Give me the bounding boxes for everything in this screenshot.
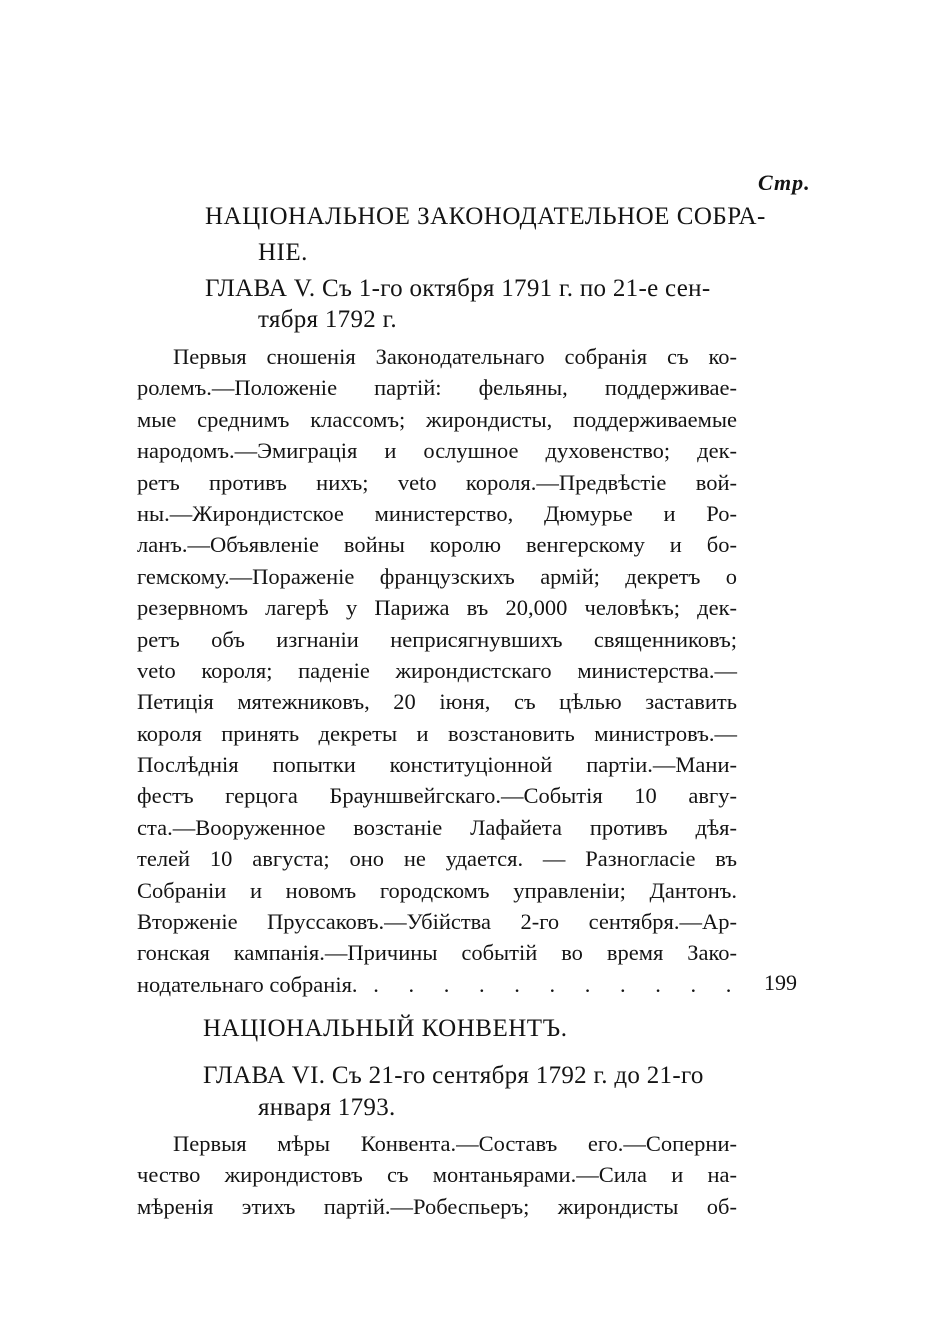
chapter-heading-v-continuation: тября 1792 г. bbox=[258, 306, 397, 333]
text-line: Первыя мѣры Конвента.—Составъ его.—Соперни- bbox=[173, 1131, 737, 1156]
text-line: резервномъ лагерѣ у Парижа въ 20,000 человѣкъ; дек- bbox=[137, 595, 737, 621]
text-line: ролемъ.—Положеніе партій: фельяны, поддерживае- bbox=[137, 375, 737, 401]
chapter-heading-vi-continuation: января 1793. bbox=[258, 1094, 396, 1121]
text-line: Петиція мятежниковъ, 20 іюня, съ цѣлью заставить bbox=[137, 689, 737, 715]
text-line: Первыя сношенія Законодательнаго собранія съ ко- bbox=[173, 344, 737, 369]
text-line: Собраніи и новомъ городскомъ управленіи; Дантонъ. bbox=[137, 877, 737, 903]
text-line: гонская кампанія.—Причины событій во время Зако- bbox=[137, 940, 737, 966]
page-column-label: Стр. bbox=[758, 170, 811, 195]
toc-entry-final-line bbox=[137, 969, 744, 1000]
text-line: ланъ.—Объявленіе войны королю венгерскому и бо- bbox=[137, 532, 737, 558]
text-line: нодательнаго собранія. bbox=[137, 971, 358, 997]
text-line: ретъ противъ нихъ; veto короля.—Предвѣстіе вой- bbox=[137, 469, 737, 495]
text-line: гемскому.—Пораженіе французскихъ армій; декретъ о bbox=[137, 563, 737, 589]
text-line: мые среднимъ классомъ; жирондисты, поддерживаемые bbox=[137, 406, 737, 432]
text-line: телей 10 августа; оно не удается. — Разногласіе въ bbox=[137, 846, 737, 872]
text-line: чество жирондистовъ съ монтаньярами.—Сила и на- bbox=[137, 1162, 737, 1188]
page-number: 199 bbox=[764, 970, 797, 995]
text-line: veto короля; паденіе жирондистскаго министерства.— bbox=[137, 657, 737, 683]
dot-leader: . . . . . . . . . . . bbox=[373, 971, 744, 997]
section-title-continuation: НІЕ. bbox=[258, 239, 308, 266]
chapter-v-summary bbox=[137, 341, 744, 1000]
section-title-legislative-assembly: НАЦІОНАЛЬНОЕ ЗАКОНОДАТЕЛЬНОЕ СОБРА- bbox=[205, 203, 766, 230]
chapter-vi-summary bbox=[137, 1128, 737, 1222]
text-line: Послѣднія попытки конституціонной партіи.—Мани- bbox=[137, 752, 737, 778]
text-line: ны.—Жирондистское министерство, Дюмурье и Ро- bbox=[137, 500, 737, 526]
text-line: Вторженіе Пруссаковъ.—Убійства 2-го сентября.—Ар- bbox=[137, 909, 737, 935]
text-line: ста.—Вооруженное возстаніе Лафайета противъ дѣя- bbox=[137, 814, 737, 840]
text-line: ретъ объ изгнаніи неприсягнувшихъ священниковъ; bbox=[137, 626, 737, 652]
chapter-heading-vi: ГЛАВА VI. Съ 21-го сентября 1792 г. до 21-го bbox=[203, 1062, 704, 1089]
section-title-national-convention: НАЦІОНАЛЬНЫЙ КОНВЕНТЪ. bbox=[203, 1015, 568, 1042]
text-line: мѣренія этихъ партій.—Робеспьеръ; жирондисты об- bbox=[137, 1193, 737, 1219]
text-line: короля принять декреты и возстановить министровъ.— bbox=[137, 720, 737, 746]
text-line: народомъ.—Эмиграція и ослушное духовенство; дек- bbox=[137, 438, 737, 464]
text-line: фестъ герцога Брауншвейгскаго.—Событія 10 авгу- bbox=[137, 783, 737, 809]
chapter-heading-v: ГЛАВА V. Съ 1-го октября 1791 г. по 21-е сен- bbox=[205, 275, 711, 302]
